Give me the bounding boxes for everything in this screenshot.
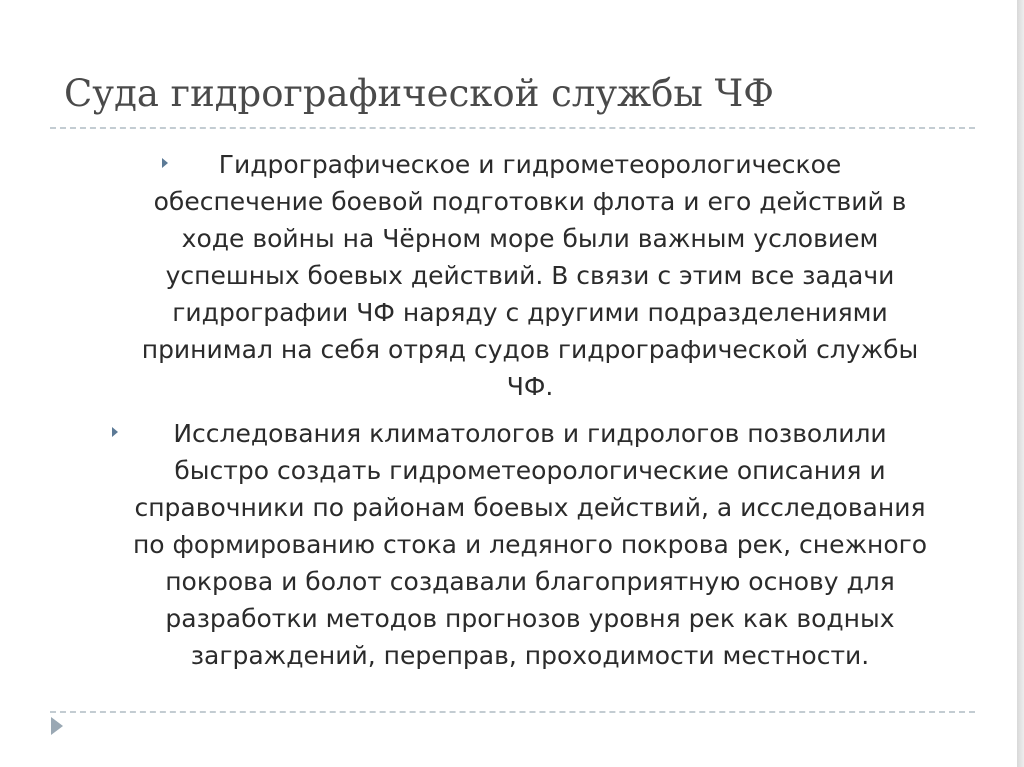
slide-content — [90, 146, 970, 684]
slide-title: Суда гидрографической службы ЧФ — [64, 72, 774, 115]
bullet-item — [90, 146, 970, 405]
triangle-right-icon — [112, 427, 118, 437]
footer-divider — [50, 711, 975, 713]
bullet-text: Исследования климатологов и гидрологов позволили быстро создать гидрометеорологические описания и справочники по районам боевых действий, а исследования по формированию стока и ледяного покрова рек, снежного покрова и болот создавали благоприятную основу для разработки методов прогнозов уровня рек как водных заграждений, переправ, проходимости местности. — [132, 419, 928, 670]
triangle-right-icon — [162, 158, 168, 168]
bullet-text: Гидрографическое и гидрометеорологическое обеспечение боевой подготовки флота и его действий в ходе войны на Чёрном море были важным условием успешных боевых действий. В связи с этим все задачи гидрографии ЧФ наряду с другими подразделениями принимал на себя отряд судов гидрографической службы ЧФ. — [141, 150, 919, 401]
title-divider — [50, 127, 975, 129]
page-edge — [1017, 0, 1024, 767]
bullet-item — [90, 415, 970, 674]
play-triangle-icon — [51, 717, 63, 735]
